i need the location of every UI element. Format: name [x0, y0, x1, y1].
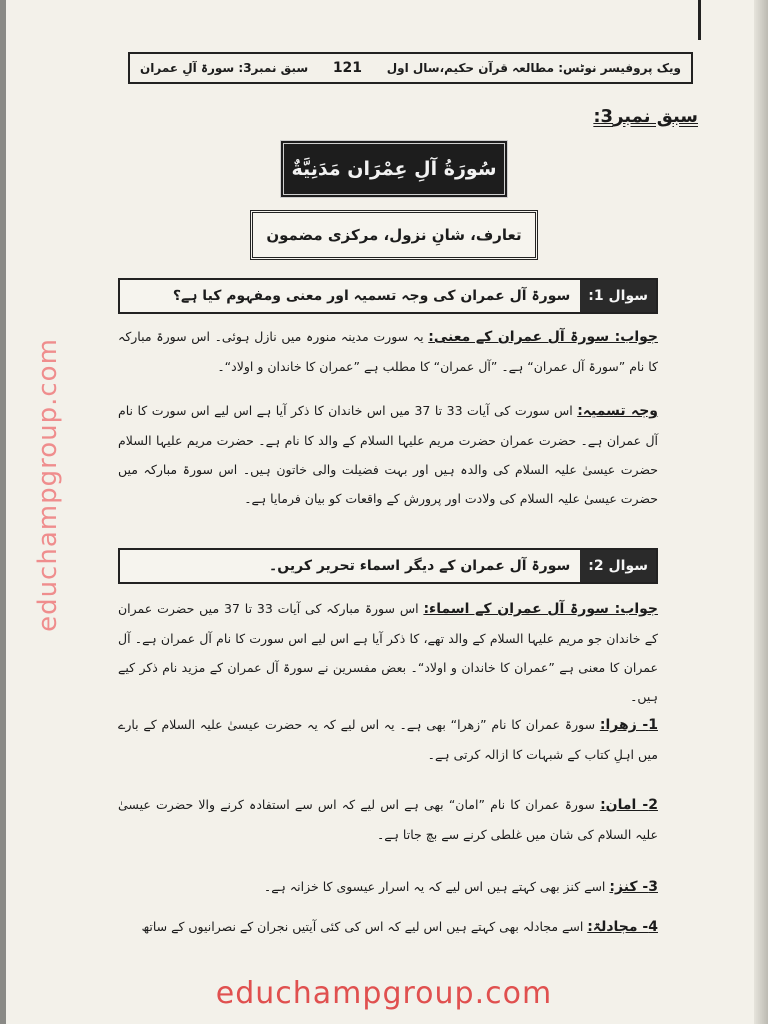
- name-item-2-label: 2- امان:: [600, 797, 658, 813]
- header-right-title: ویک پروفیسر نوٹس: مطالعہ قرآن حکیم،سال اول: [386, 61, 681, 75]
- surah-title: سُورَةُ آلِ عِمْرَان مَدَنِيَّةٌ: [280, 140, 508, 198]
- name-item-2-text: سورۃ عمران کا نام ”امان“ بھی ہے اس لیے کہ اس سے استفادہ کرنے والا حضرت عیسیٰ علیہ السلام کی شان میں غلطی کرنے سے بچ جاتا ہے۔: [118, 797, 658, 842]
- answer-1-reason-text: اس سورت کی آیات 33 تا 37 میں اس خاندان کا ذکر آیا ہے اس لیے اس سورت کا نام آل عمران ہے۔ حضرت عمران حضرت مریم علیہا السلام کے والد کا نام ہے۔ حضرت مریم علیہا السلام حضرت عیسیٰ علیہ السلام کی والدہ ہیں اور بہت فضیلت والی خاتون ہیں۔ اس سورۃ مبارکہ میں حضرت عیسیٰ علیہ السلام کی ولادت اور پرورش کے واقعات کو بیان فرمایا ہے۔: [118, 403, 658, 506]
- section-subtitle: تعارف، شانِ نزول، مرکزی مضمون: [250, 210, 538, 260]
- name-item-3: [118, 872, 658, 902]
- scan-left-edge: [0, 0, 6, 1024]
- binding-line: [698, 0, 701, 40]
- question-1-tag: سوال 1:: [580, 280, 656, 312]
- question-1: [118, 278, 658, 314]
- answer-2-label: جواب: سورۃ آل عمران کے اسماء:: [423, 601, 658, 617]
- page-number: 121: [332, 60, 363, 76]
- scan-right-edge: [754, 0, 768, 1024]
- header-left-title: سبق نمبر3: سورۃ آلِ عمران: [140, 61, 309, 75]
- answer-1-label: جواب: سورۃ آل عمران کے معنی:: [428, 329, 658, 345]
- name-item-4-text: اسے مجادلہ بھی کہتے ہیں اس لیے کہ اس کی کئی آیتیں نجران کے نصرانیوں کے ساتھ: [141, 919, 584, 934]
- name-item-4: [118, 912, 658, 942]
- name-item-4-label: 4- مجادلۃ:: [587, 919, 658, 935]
- name-item-1-text: سورۃ عمران کا نام ”زھرا“ بھی ہے۔ یہ اس لیے کہ یہ حضرت عیسیٰ علیہ السلام کے بارے میں اہلِ کتاب کے شبہات کا ازالہ کرتی ہے۔: [118, 717, 658, 762]
- name-item-1-label: 1- زھرا:: [599, 717, 658, 733]
- question-2: [118, 548, 658, 584]
- question-2-text: سورۃ آل عمران کے دیگر اسماء تحریر کریں۔: [269, 558, 571, 574]
- answer-1-reason-label: وجہ تسمیہ:: [577, 403, 659, 419]
- answer-2-text: اس سورۃ مبارکہ کی آیات 33 تا 37 میں حضرت عمران کے خاندان جو مریم علیہا السلام کے والد تھے، کا ذکر آیا ہے اس لیے اس سورت کا نام آل عمران ہے۔ آل عمران کا معنی ہے ”عمران کا خاندان و اولاد“۔ بعض مفسرین نے سورۃ آل عمران کے مزید نام ذکر کیے ہیں۔: [118, 601, 658, 704]
- bottom-watermark: educhampgroup.com: [215, 976, 553, 1011]
- side-watermark: educhampgroup.com: [33, 338, 63, 632]
- answer-1-text: یہ سورت مدینہ منورہ میں نازل ہوئی۔ اس سورۃ مبارکہ کا نام ”سورۃ آل عمران“ ہے۔ ”آل عمران“ کا مطلب ہے ”عمران کا خاندان و اولاد“۔: [118, 329, 658, 374]
- name-item-3-text: اسے کنز بھی کہتے ہیں اس لیے کہ یہ اسرار عیسوی کا خزانہ ہے۔: [263, 879, 606, 894]
- lesson-label: سبق نمبر3:: [593, 106, 698, 127]
- name-item-2: [118, 790, 658, 849]
- question-1-text: سورۃ آل عمران کی وجہ تسمیہ اور معنی ومفہوم کیا ہے؟: [172, 288, 571, 304]
- name-item-3-label: 3- کنز:: [609, 879, 658, 895]
- name-item-1: [118, 710, 658, 769]
- answer-1-reason: [118, 396, 658, 513]
- answer-2: [118, 594, 658, 711]
- page-header: [128, 52, 693, 84]
- answer-1: [118, 322, 658, 381]
- question-2-tag: سوال 2:: [580, 550, 656, 582]
